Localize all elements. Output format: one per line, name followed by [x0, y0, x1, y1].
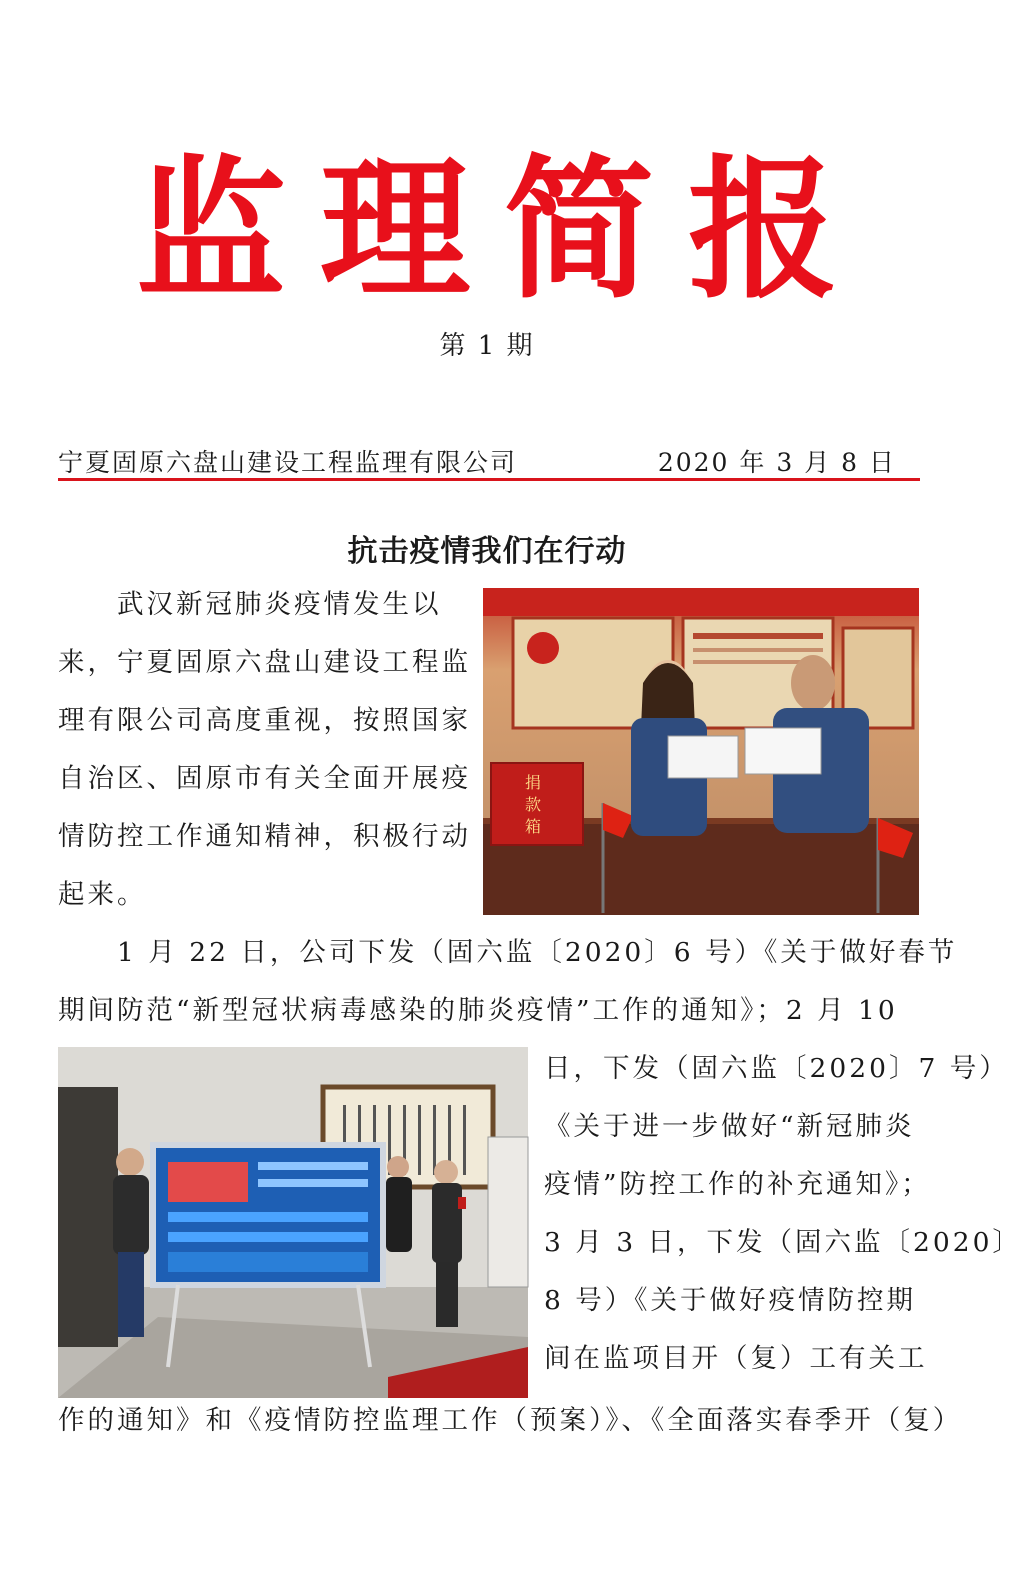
text-line: 来，宁夏固原六盘山建设工程监: [58, 647, 471, 678]
text-line: 理有限公司高度重视，按照国家: [58, 705, 471, 736]
publish-date: 2020 年 3 月 8 日: [657, 448, 896, 477]
text-line: 《关于进一步做好“新冠肺炎: [544, 1111, 915, 1142]
paragraph-notices-start: [58, 924, 958, 1040]
donation-box-char: 箱: [525, 817, 542, 836]
text-line: 期间防范“新型冠状病毒感染的肺炎疫情”工作的通知》；2 月 10: [58, 995, 898, 1026]
text-line: 间在监项目开（复）工有关工: [544, 1343, 928, 1374]
donation-box-char: 捐: [525, 773, 542, 792]
text-line: 3 月 3 日，下发（固六监〔2020〕: [544, 1227, 1022, 1258]
text-line: 1 月 22 日，公司下发（固六监〔2020〕6 号）《关于做好春节: [58, 937, 958, 968]
masthead-title: 监理简报: [135, 140, 872, 320]
photo-prevention-poster-illustration: [58, 1047, 528, 1398]
donation-box-char: 款: [525, 795, 542, 814]
text-line: 作的通知》和《疫情防控监理工作（预案）》、《全面落实春季开（复）: [58, 1405, 963, 1436]
header-divider: [58, 478, 920, 481]
publisher-name: 宁夏固原六盘山建设工程监理有限公司: [58, 448, 518, 477]
paragraph-notices-right: [544, 1040, 1022, 1388]
text-line: 8 号）《关于做好疫情防控期: [544, 1285, 917, 1316]
text-line: 自治区、固原市有关全面开展疫: [58, 763, 471, 794]
issue-number: 第 1 期: [439, 331, 535, 361]
text-line: 情防控工作通知精神，积极行动: [58, 821, 471, 852]
article-title: 抗击疫情我们在行动: [347, 534, 627, 569]
photo-donation-ceremony: [483, 588, 919, 915]
text-line: 武汉新冠肺炎疫情发生以: [58, 589, 442, 620]
text-line: 疫情”防控工作的补充通知》；: [544, 1169, 931, 1200]
paragraph-intro: [58, 576, 471, 924]
text-line: 日，下发（固六监〔2020〕7 号）: [544, 1053, 1009, 1084]
text-line: 起来。: [58, 879, 147, 910]
photo-prevention-poster: [58, 1047, 528, 1398]
paragraph-notices-end: [58, 1392, 963, 1450]
photo-donation-ceremony-illustration: [483, 588, 919, 915]
